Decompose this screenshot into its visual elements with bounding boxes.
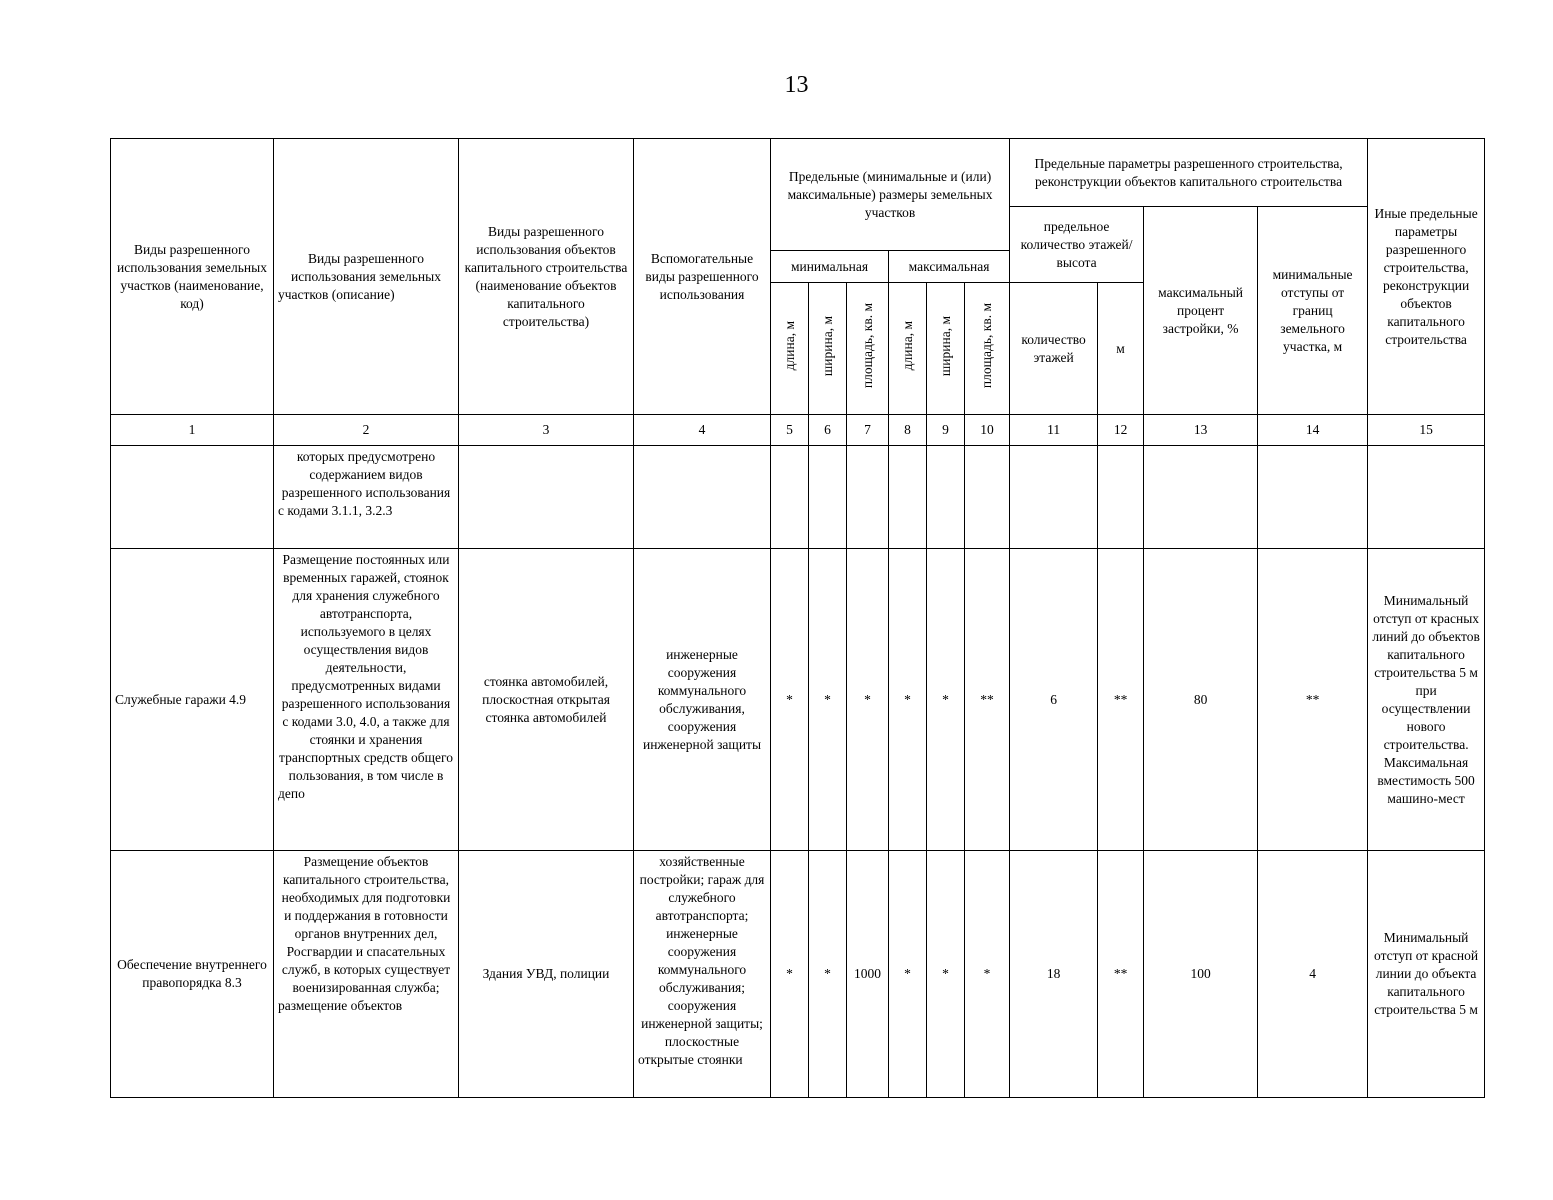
min-area-value: 1000 [847, 851, 889, 1098]
header-max-area: площадь, кв. м [965, 283, 1010, 415]
height-value: ** [1098, 549, 1144, 851]
min-length-value: * [771, 549, 809, 851]
header-land-use-name: Виды разрешенного использования земельных участков (наименование, код) [111, 139, 274, 415]
land-use-description: Размещение постоянных или временных гаражей, стоянок для хранения служебного автотранспорта, используемого в целях осуществления видов деятельности, предусмотренных видами разрешенного использования с кодами 3.0, 4.0, а также для стоянки и хранения транспортных средств общего пользования, в том числе в депо [274, 549, 459, 851]
column-number: 7 [847, 415, 889, 446]
column-number: 15 [1368, 415, 1485, 446]
column-number: 5 [771, 415, 809, 446]
capital-construction-use [459, 446, 634, 549]
column-number: 8 [889, 415, 927, 446]
min-width-value: * [809, 851, 847, 1098]
header-max-width: ширина, м [927, 283, 965, 415]
column-number: 3 [459, 415, 634, 446]
capital-construction-use: стоянка автомобилей, плоскостная открытая стоянка автомобилей [459, 549, 634, 851]
zoning-regulations-table [110, 138, 1485, 1098]
header-min-setbacks: минимальные отступы от границ земельного участка, м [1258, 207, 1368, 415]
header-construction-params: Предельные параметры разрешенного строительства, реконструкции объектов капитального строительства [1010, 139, 1368, 207]
table-header [111, 139, 1485, 415]
land-use-name [111, 446, 274, 549]
column-number: 1 [111, 415, 274, 446]
header-maximum: максимальная [889, 251, 1010, 283]
header-land-use-description: Виды разрешенного использования земельных участков (описание) [274, 139, 459, 415]
header-floors-height: предельное количество этажей/высота [1010, 207, 1144, 283]
max-width-value [927, 446, 965, 549]
header-max-percent: максимальный процент застройки, % [1144, 207, 1258, 415]
height-value: ** [1098, 851, 1144, 1098]
max-area-value [965, 446, 1010, 549]
min-setback-value: 4 [1258, 851, 1368, 1098]
column-number: 4 [634, 415, 771, 446]
max-percent-value: 100 [1144, 851, 1258, 1098]
auxiliary-use [634, 446, 771, 549]
column-number-row [111, 415, 1485, 446]
max-length-value [889, 446, 927, 549]
land-use-name: Обеспечение внутреннего правопорядка 8.3 [111, 851, 274, 1098]
column-number: 2 [274, 415, 459, 446]
page-number: 13 [784, 72, 809, 98]
table-row [111, 851, 1485, 1098]
other-params-value: Минимальный отступ от красных линий до объектов капитального строительства 5 м при осуществлении нового строительства. Максимальная вместимость 500 машино-мест [1368, 549, 1485, 851]
header-meters: м [1098, 283, 1144, 415]
header-other-params: Иные предельные параметры разрешенного строительства, реконструкции объектов капитального строительства [1368, 139, 1485, 415]
min-length-value [771, 446, 809, 549]
max-length-value: * [889, 851, 927, 1098]
land-use-name: Служебные гаражи 4.9 [111, 549, 274, 851]
column-number: 9 [927, 415, 965, 446]
max-percent-value [1144, 446, 1258, 549]
column-number: 12 [1098, 415, 1144, 446]
auxiliary-use: инженерные сооружения коммунального обслуживания, сооружения инженерной защиты [634, 549, 771, 851]
land-use-description: Размещение объектов капитального строительства, необходимых для подготовки и поддержания в готовности органов внутренних дел, Росгвардии и спасательных служб, в которых существует военизированная служба; размещение объектов [274, 851, 459, 1098]
header-floors-count: количество этажей [1010, 283, 1098, 415]
max-length-value: * [889, 549, 927, 851]
max-width-value: * [927, 549, 965, 851]
height-value [1098, 446, 1144, 549]
column-number: 10 [965, 415, 1010, 446]
min-width-value: * [809, 549, 847, 851]
max-percent-value: 80 [1144, 549, 1258, 851]
min-length-value: * [771, 851, 809, 1098]
table-row [111, 549, 1485, 851]
header-max-length: длина, м [889, 283, 927, 415]
min-setback-value: ** [1258, 549, 1368, 851]
column-number: 13 [1144, 415, 1258, 446]
column-number: 6 [809, 415, 847, 446]
header-land-plot-sizes: Предельные (минимальные и (или) максимальные) размеры земельных участков [771, 139, 1010, 251]
floors-value: 6 [1010, 549, 1098, 851]
max-area-value: ** [965, 549, 1010, 851]
other-params-value [1368, 446, 1485, 549]
column-number: 11 [1010, 415, 1098, 446]
min-area-value: * [847, 549, 889, 851]
floors-value [1010, 446, 1098, 549]
header-auxiliary-use: Вспомогательные виды разрешенного использования [634, 139, 771, 415]
column-number: 14 [1258, 415, 1368, 446]
min-width-value [809, 446, 847, 549]
table-row [111, 446, 1485, 549]
min-setback-value [1258, 446, 1368, 549]
auxiliary-use: хозяйственные постройки; гараж для служебного автотранспорта; инженерные сооружения коммунального обслуживания; сооружения инженерной защиты; плоскостные открытые стоянки [634, 851, 771, 1098]
other-params-value: Минимальный отступ от красной линии до объекта капитального строительства 5 м [1368, 851, 1485, 1098]
header-minimum: минимальная [771, 251, 889, 283]
header-capital-construction-use: Виды разрешенного использования объектов капитального строительства (наименование объектов капитального строительства) [459, 139, 634, 415]
floors-value: 18 [1010, 851, 1098, 1098]
header-min-width: ширина, м [809, 283, 847, 415]
land-use-description: которых предусмотрено содержанием видов разрешенного использования с кодами 3.1.1, 3.2.3 [274, 446, 459, 549]
max-area-value: * [965, 851, 1010, 1098]
header-min-area: площадь, кв. м [847, 283, 889, 415]
max-width-value: * [927, 851, 965, 1098]
capital-construction-use: Здания УВД, полиции [459, 851, 634, 1098]
header-min-length: длина, м [771, 283, 809, 415]
min-area-value [847, 446, 889, 549]
